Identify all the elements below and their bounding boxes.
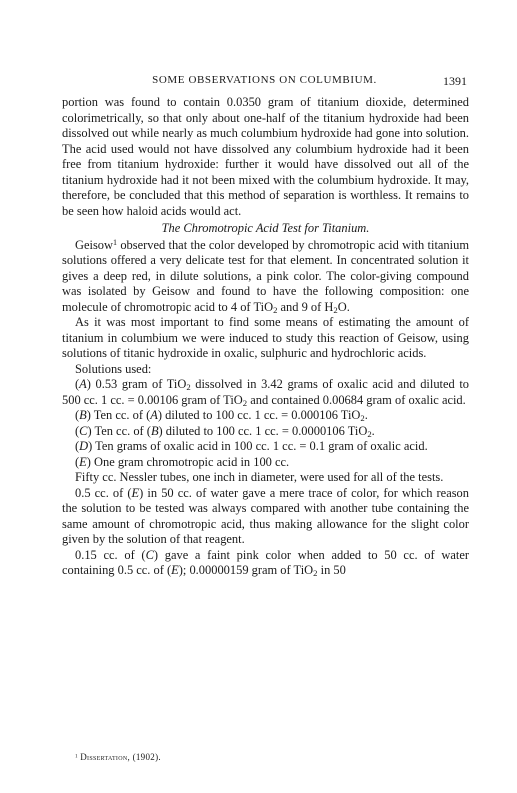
paragraph: Fifty cc. Nessler tubes, one inch in diameter, were used for all of the tests. <box>75 470 444 484</box>
paragraph: (C) Ten cc. of (B) diluted to 100 cc. 1 cc. = 0.0000106 TiO$_2$. <box>75 423 375 439</box>
footnote-number: 1 <box>75 753 78 760</box>
footnote-marker: 1 <box>113 237 118 247</box>
paragraph: 0.15 cc. of (C) gave a faint pink color when added to 50 cc. of water containing 0.5 cc. of (E); 0.00000159 gram of TiO$_2$ in 50 <box>62 547 469 579</box>
section-title: The Chromotropic Acid Test for Titanium. <box>161 221 370 235</box>
running-head: SOME OBSERVATIONS ON COLUMBIUM. <box>152 74 377 86</box>
paragraph: Solutions used: <box>75 361 152 376</box>
footnote <box>75 752 161 762</box>
paragraph: (B) Ten cc. of (A) diluted to 100 cc. 1 cc. = 0.000106 TiO$_2$. <box>75 408 368 424</box>
page-header <box>62 74 467 90</box>
paragraph: (D) Ten grams of oxalic acid in 100 cc. 1 cc. = 0.1 gram of oxalic acid. <box>75 439 428 453</box>
paragraph: (E) One gram chromotropic acid in 100 cc. <box>75 454 290 469</box>
paragraph: (A) 0.53 gram of TiO$_2$ dissolved in 3.42 grams of oxalic acid and diluted to 500 cc. 1 cc. = 0.00106 gram of TiO$_2$ and contained 0.00684 gram of oxalic acid. <box>62 377 469 408</box>
footnote-text: Dissertation, (1902). <box>80 752 161 762</box>
paragraph: As it was most important to find some means of estimating the amount of titanium in columbium we were induced to study this reaction of Geisow, using solutions of titanic hydroxide in oxalic, sulphuric and hydrochloric acids. <box>62 315 469 360</box>
body-text <box>62 95 469 579</box>
paragraph: 0.5 cc. of (E) in 50 cc. of water gave a mere trace of color, for which reason the solution to be tested was always compared with another tube containing the same amount of chromotropic acid, thus making allowance for the slight color given by the solution of that reagent. <box>62 485 469 546</box>
paragraph: portion was found to contain 0.0350 gram of titanium dioxide, determined colorimetrically, so that only about one-half of the titanium hydroxide had been dissolved out while nearly as much columbium hydroxide had gone into solution. The acid used would not have dissolved any columbium hydroxide had it been free from titanium hydroxide: further it would have dissolved out all of the titanium hydroxide had it not been mixed with the columbium hydroxide. It may, therefore, be concluded that this method of separation is worthless. It remains to be seen how haloid acids would act. <box>62 95 469 218</box>
paragraph: Geisow$^1$ observed that the color developed by chromotropic acid with titanium solutions offered a very delicate test for that element. In concentrated solution it gives a deep red, in dilute solutions, a pink color. The color-giving compound was isolated by Geisow and found to have the following composition: one molecule of chromotropic acid to 4 of TiO$_2$ and 9 of $H_2O$. <box>62 237 469 315</box>
page-number: 1391 <box>443 74 467 88</box>
